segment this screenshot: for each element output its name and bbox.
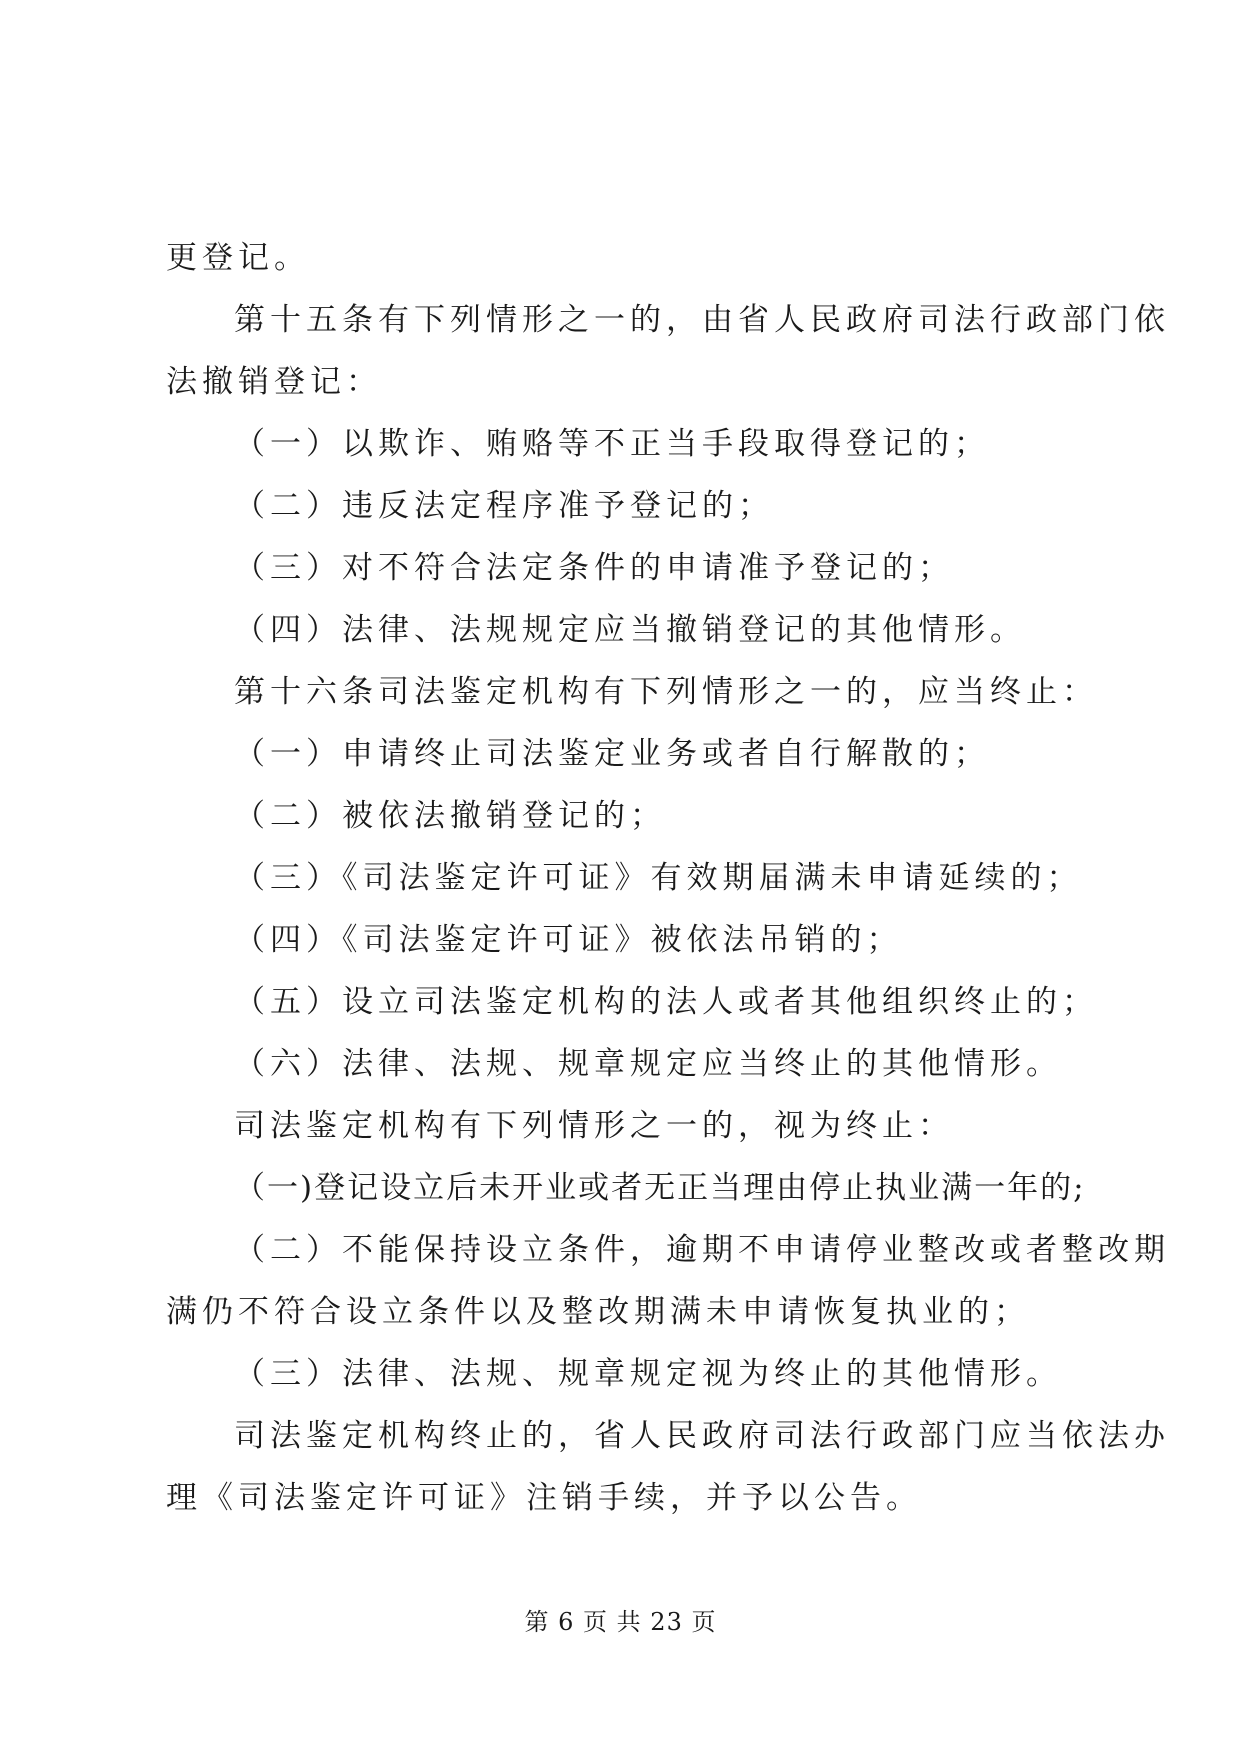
text-line: （五）设立司法鉴定机构的法人或者其他组织终止的； <box>234 984 1098 1020</box>
text-line: 满仍不符合设立条件以及整改期满未申请恢复执业的； <box>166 1294 1030 1330</box>
text-line: 司法鉴定机构有下列情形之一的，视为终止： <box>234 1108 954 1144</box>
text-line: 理《司法鉴定许可证》注销手续，并予以公告。 <box>166 1480 922 1516</box>
text-line: （一）申请终止司法鉴定业务或者自行解散的； <box>234 736 990 772</box>
page-number-footer: 第 6 页 共 23 页 <box>524 1608 717 1636</box>
text-line: （四）法律、法规规定应当撤销登记的其他情形。 <box>234 612 1026 648</box>
text-line: （二）违反法定程序准予登记的； <box>234 488 774 524</box>
text-line: 第十五条有下列情形之一的，由省人民政府司法行政部门依 <box>234 302 1170 338</box>
text-line: （二）不能保持设立条件，逾期不申请停业整改或者整改期 <box>234 1232 1170 1268</box>
text-line: 司法鉴定机构终止的，省人民政府司法行政部门应当依法办 <box>234 1418 1170 1454</box>
text-line: （四）《司法鉴定许可证》被依法吊销的； <box>234 922 903 958</box>
text-line: （三）对不符合法定条件的申请准予登记的； <box>234 550 954 586</box>
text-line: （三）《司法鉴定许可证》有效期届满未申请延续的； <box>234 860 1083 896</box>
text-line: （一)登记设立后未开业或者无正当理由停止执业满一年的; <box>234 1170 1086 1206</box>
text-line: （二）被依法撤销登记的； <box>234 798 666 834</box>
document-body <box>166 227 1170 1529</box>
text-line: 法撤销登记： <box>166 364 382 400</box>
text-line: 第十六条司法鉴定机构有下列情形之一的，应当终止： <box>234 674 1098 710</box>
text-line: （三）法律、法规、规章规定视为终止的其他情形。 <box>234 1356 1062 1392</box>
text-line: （一）以欺诈、贿赂等不正当手段取得登记的； <box>234 426 990 462</box>
text-line: （六）法律、法规、规章规定应当终止的其他情形。 <box>234 1046 1062 1082</box>
text-line: 更登记。 <box>166 240 310 276</box>
